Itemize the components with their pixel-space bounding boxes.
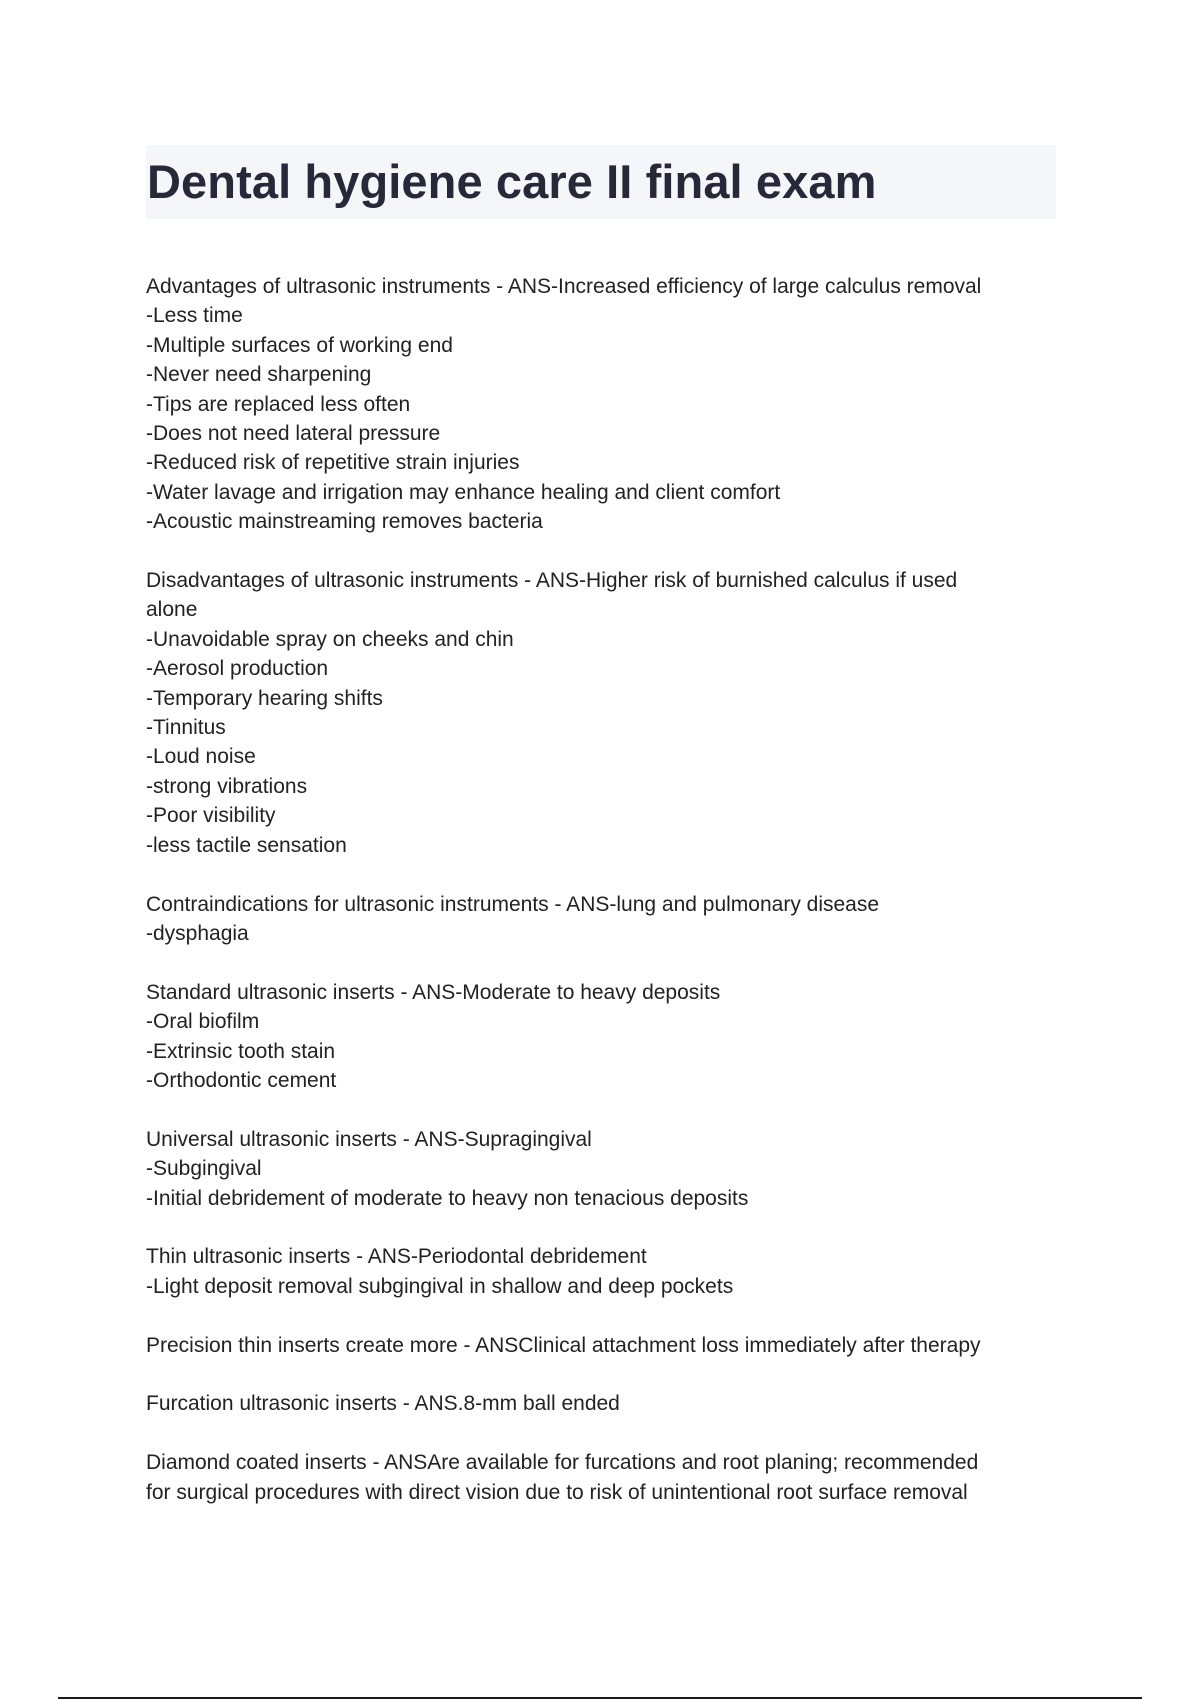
- qa-entry-line: -Poor visibility: [146, 804, 276, 828]
- qa-entry-line: -Light deposit removal subgingival in shallow and deep pockets: [146, 1274, 734, 1298]
- qa-entry-line: -Multiple surfaces of working end: [146, 333, 453, 357]
- qa-entry-line: -Tips are replaced less often: [146, 392, 411, 416]
- qa-entry: [146, 1242, 1066, 1301]
- qa-entry-line: -Tinnitus: [146, 716, 226, 740]
- qa-entry: [146, 1331, 1066, 1360]
- qa-entry-line: -Acoustic mainstreaming removes bacteria: [146, 510, 543, 534]
- qa-entry: [146, 566, 1066, 860]
- qa-entry-line: -less tactile sensation: [146, 833, 347, 857]
- qa-entry-line: -Aerosol production: [146, 657, 329, 681]
- qa-entry-line: -Unavoidable spray on cheeks and chin: [146, 627, 514, 651]
- qa-entry-question: Diamond coated inserts - ANSAre available for furcations and root planing; recommended: [146, 1451, 979, 1475]
- qa-entry-question: Universal ultrasonic inserts - ANS-Supragingival: [146, 1127, 592, 1151]
- qa-entry-question: Precision thin inserts create more - ANSClinical attachment loss immediately after therapy: [146, 1333, 981, 1357]
- qa-entry: [146, 1448, 1066, 1507]
- qa-entry-line: -Less time: [146, 304, 243, 328]
- qa-entry-line: -Does not need lateral pressure: [146, 422, 441, 446]
- qa-entry-line: -Oral biofilm: [146, 1010, 260, 1034]
- qa-entry-line: -Water lavage and irrigation may enhance healing and client comfort: [146, 480, 781, 504]
- qa-entry-line: -Extrinsic tooth stain: [146, 1039, 336, 1063]
- qa-entry-line: -Orthodontic cement: [146, 1068, 337, 1092]
- qa-entry-question: Furcation ultrasonic inserts - ANS.8-mm ball ended: [146, 1392, 620, 1416]
- qa-entry-question: Thin ultrasonic inserts - ANS-Periodontal debridement: [146, 1245, 647, 1269]
- page-title: Dental hygiene care II final exam: [147, 155, 877, 208]
- qa-entry-line: -dysphagia: [146, 921, 249, 945]
- qa-entry-line: -Loud noise: [146, 745, 256, 769]
- qa-entry: [146, 890, 1066, 949]
- qa-entry-question: Advantages of ultrasonic instruments - ANS-Increased efficiency of large calculus removal: [146, 275, 982, 298]
- qa-entry-line: -Initial debridement of moderate to heavy non tenacious deposits: [146, 1186, 749, 1210]
- qa-entry: [146, 1125, 1066, 1213]
- qa-entry-line: -Temporary hearing shifts: [146, 686, 383, 710]
- qa-entry-line: -strong vibrations: [146, 774, 308, 798]
- qa-entry-question: Contraindications for ultrasonic instruments - ANS-lung and pulmonary disease: [146, 892, 880, 916]
- qa-entry: [146, 272, 1066, 537]
- page-bottom-rule: [58, 1697, 1142, 1699]
- qa-entry: [146, 1389, 1066, 1418]
- qa-entry: [146, 978, 1066, 1096]
- qa-entry-question: Disadvantages of ultrasonic instruments - ANS-Higher risk of burnished calculus if used: [146, 569, 958, 593]
- title-band: [146, 145, 1056, 219]
- qa-entry-line: alone: [146, 598, 198, 622]
- qa-entry-line: -Never need sharpening: [146, 363, 372, 387]
- qa-entry-line: -Subgingival: [146, 1157, 262, 1181]
- qa-entry-line: -Reduced risk of repetitive strain injuries: [146, 451, 520, 475]
- qa-entry-question: Standard ultrasonic inserts - ANS-Moderate to heavy deposits: [146, 980, 721, 1004]
- qa-entry-line: for surgical procedures with direct vision due to risk of unintentional root surface removal: [146, 1480, 968, 1504]
- qa-entries: [146, 272, 1066, 1536]
